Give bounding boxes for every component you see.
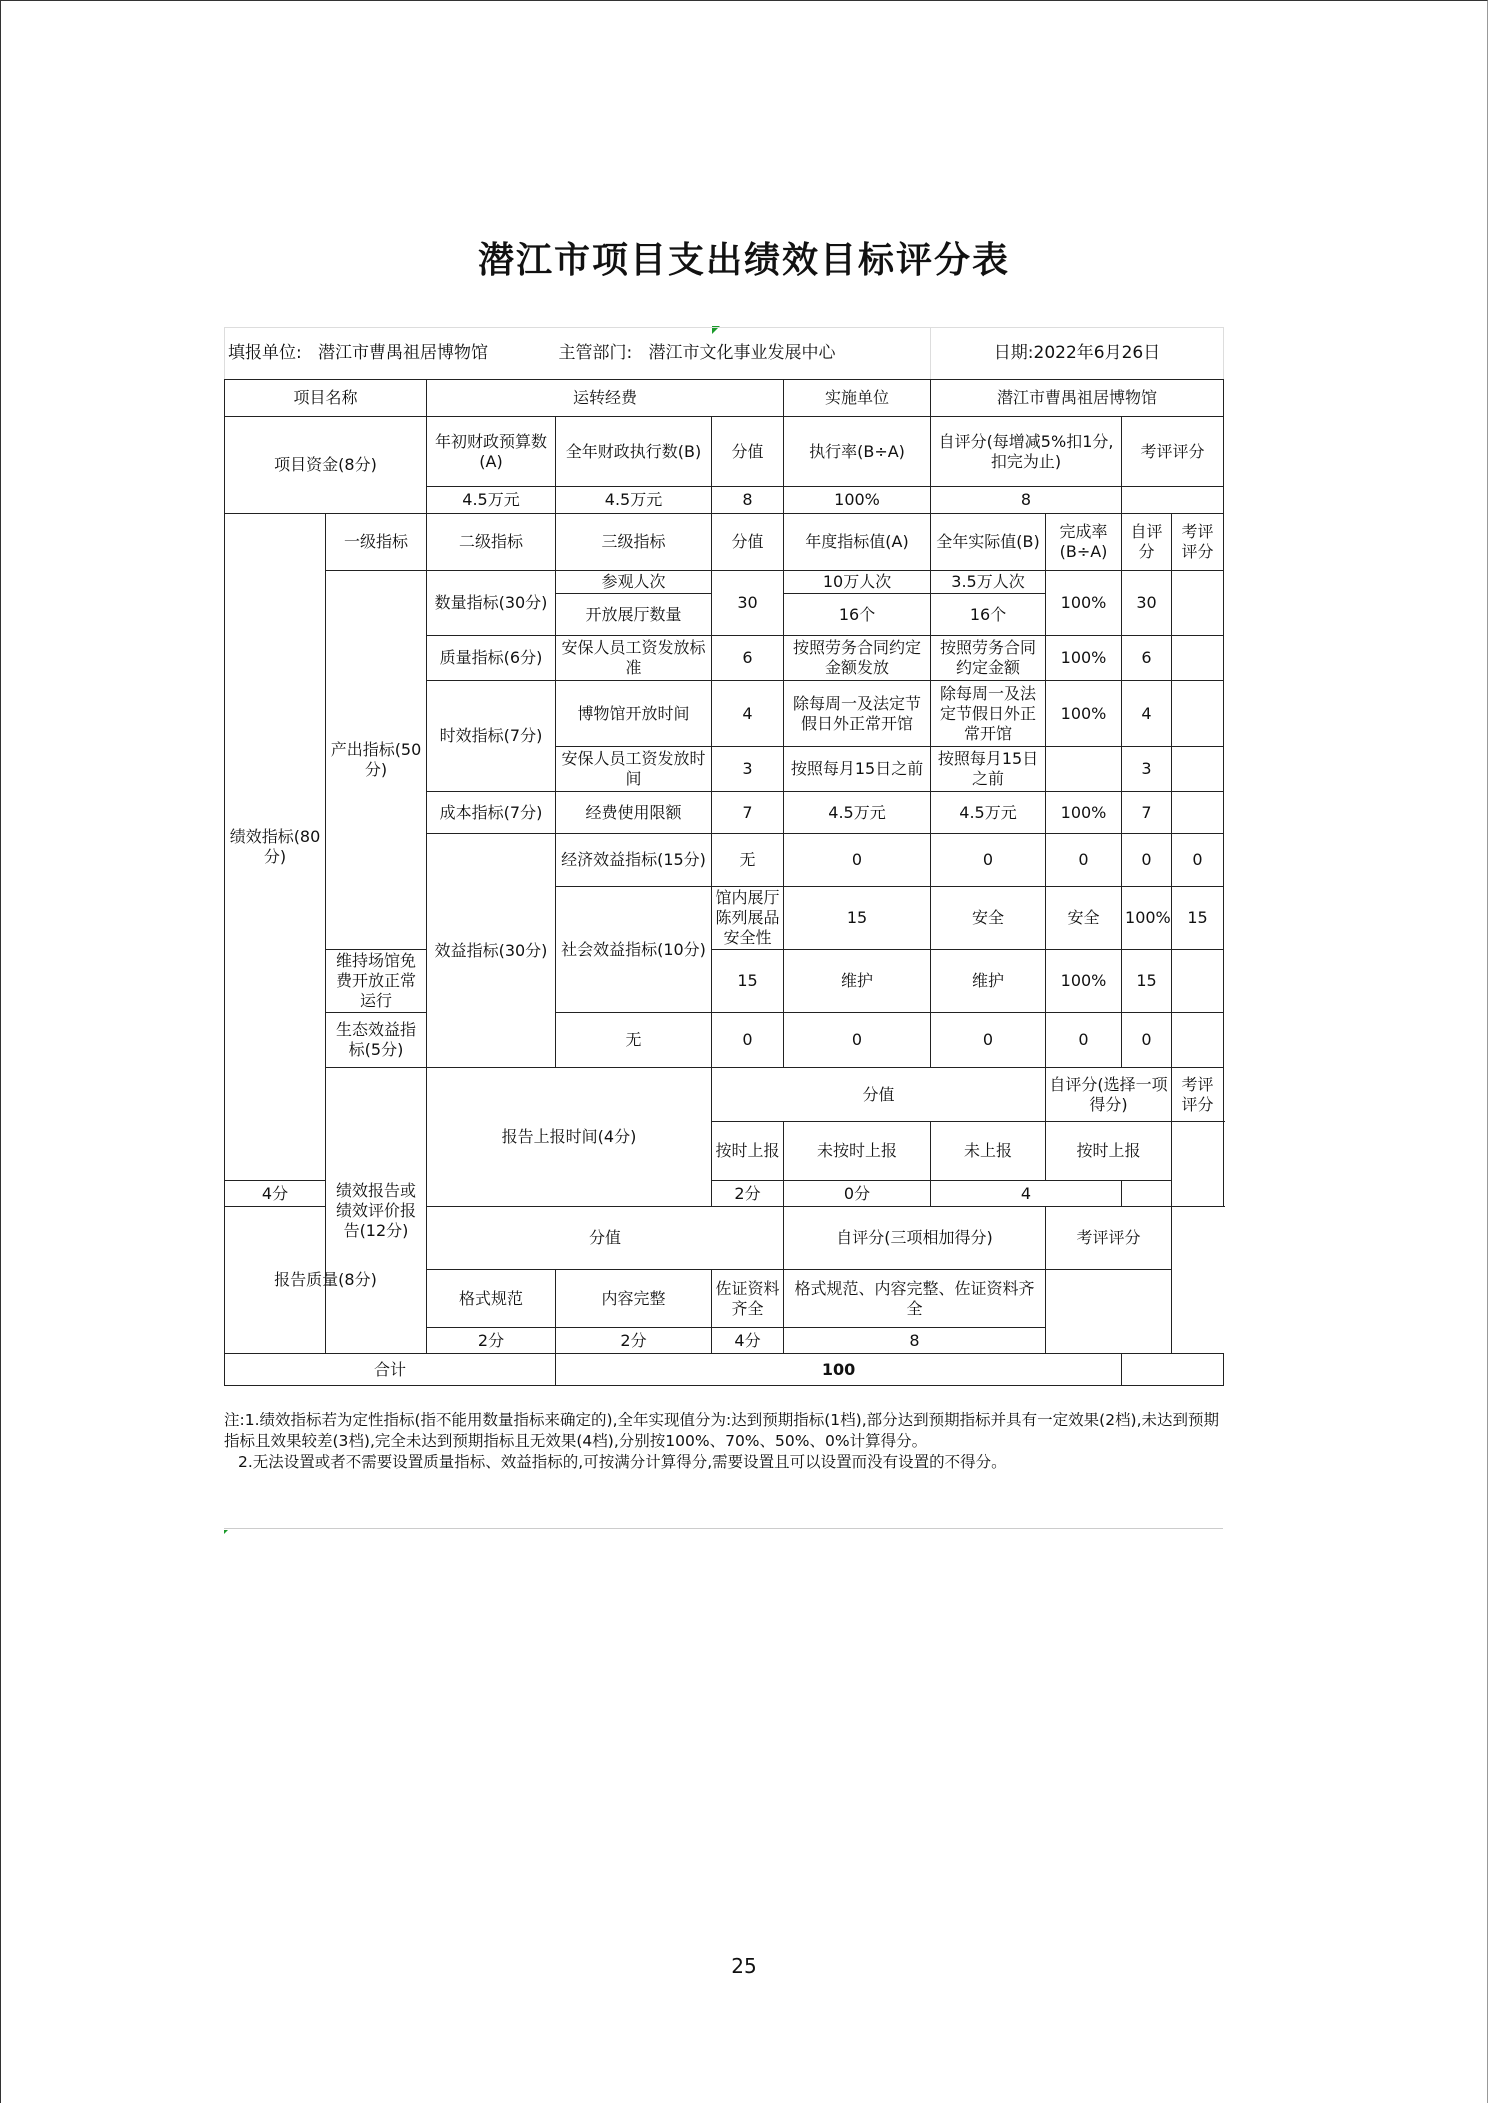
econ-actual: 0	[1046, 834, 1122, 887]
unit-value: 潜江市曹禺祖居博物馆	[317, 342, 488, 363]
eco-self: 0	[1122, 1013, 1172, 1068]
wage-time-target: 按照每月15日之前	[784, 747, 931, 792]
note-2: 2.无法设置或者不需要设置质量指标、效益指标的,可按满分计算得分,需要设置且可以设置而没有设置的不得分。	[238, 1453, 1007, 1471]
halls-item: 开放展厅数量	[556, 594, 712, 636]
perf-h-level1: 一级指标	[326, 514, 427, 571]
report-quality-self-val: 格式规范、内容完整、佐证资料齐全	[784, 1270, 1046, 1328]
table-row	[225, 571, 1224, 594]
cost-actual: 4.5万元	[931, 792, 1046, 834]
funds-col-score: 分值	[712, 417, 784, 487]
notes-divider	[224, 1528, 1223, 1529]
impl-unit-value: 潜江市曹禺祖居博物馆	[931, 380, 1224, 417]
wage-time-actual: 按照每月15日之前	[931, 747, 1046, 792]
exhibit-self: 15	[1172, 887, 1224, 950]
funds-val-a: 4.5万元	[427, 487, 556, 514]
cost-rate: 100%	[1046, 792, 1122, 834]
report-quality-self-h: 自评分(三项相加得分)	[784, 1207, 1046, 1270]
dept-label: 主管部门:	[558, 342, 633, 363]
exhibit-target: 安全	[931, 887, 1046, 950]
report-quality-label: 报告质量(8分)	[225, 1207, 427, 1354]
on-time-option: 按时上报	[712, 1122, 784, 1181]
wage-std-self: 6	[1122, 636, 1172, 681]
perf-h-self: 自评分	[1122, 514, 1172, 571]
funds-col-a: 年初财政预算数(A)	[427, 417, 556, 487]
output-label: 产出指标(50分)	[326, 571, 427, 950]
perf-header-row	[225, 514, 1224, 571]
page-number: 25	[731, 1954, 757, 1978]
eco-target: 0	[784, 1013, 931, 1068]
perf-h-rate: 完成率(B÷A)	[1046, 514, 1122, 571]
report-time-review	[1172, 1122, 1224, 1207]
open-time-self: 4	[1122, 681, 1172, 747]
exhibit-rate: 100%	[1122, 887, 1172, 950]
eco-actual: 0	[931, 1013, 1046, 1068]
funds-val-review	[1122, 487, 1224, 514]
cost-label: 成本指标(7分)	[427, 792, 556, 834]
unit-label: 填报单位:	[228, 342, 302, 363]
table-row	[225, 950, 1224, 1013]
open-time-actual: 除每周一及法定节假日外正常开馆	[931, 681, 1046, 747]
eco-review	[1172, 1013, 1224, 1068]
funds-col-self: 自评分(每增减5%扣1分,扣完为止)	[931, 417, 1122, 487]
econ-target: 0	[931, 834, 1046, 887]
benefit-label: 效益指标(30分)	[427, 834, 556, 1068]
cost-review	[1172, 792, 1224, 834]
evidence-pts: 4分	[712, 1328, 784, 1354]
halls-target: 16个	[784, 594, 931, 636]
maintain-score: 15	[712, 950, 784, 1013]
maintain-review	[1172, 950, 1224, 1013]
dept-value: 潜江市文化事业发展中心	[648, 342, 836, 363]
perf-h-actual: 全年实际值(B)	[931, 514, 1046, 571]
project-row	[225, 380, 1224, 417]
quality-label: 质量指标(6分)	[427, 636, 556, 681]
funds-col-review: 考评评分	[1122, 417, 1224, 487]
exhibit-score: 15	[784, 887, 931, 950]
report-quality-review	[1046, 1270, 1172, 1354]
perf-h-target: 年度指标值(A)	[784, 514, 931, 571]
not-reported-option: 未上报	[931, 1122, 1046, 1181]
on-time-pts: 4分	[225, 1181, 326, 1207]
report-label: 绩效报告或绩效评价报告(12分)	[326, 1068, 427, 1354]
project-name-label: 项目名称	[225, 380, 427, 417]
report-time-self-val: 按时上报	[1046, 1122, 1172, 1181]
cost-target: 4.5万元	[784, 792, 931, 834]
perf-h-review: 考评评分	[1172, 514, 1224, 571]
funds-label: 项目资金(8分)	[225, 417, 427, 514]
header-row	[225, 328, 1224, 380]
score-table-container	[224, 327, 1223, 1386]
late-pts: 2分	[712, 1181, 784, 1207]
wage-time-rate	[1046, 747, 1122, 792]
econ-label: 经济效益指标(15分)	[556, 834, 712, 887]
report-time-header-row	[225, 1068, 1224, 1122]
perf-h-level2: 二级指标	[427, 514, 556, 571]
content-option: 内容完整	[556, 1270, 712, 1328]
report-time-score-h: 分值	[712, 1068, 1046, 1122]
wage-time-self: 3	[1122, 747, 1172, 792]
visitors-target: 10万人次	[784, 571, 931, 594]
open-time-review	[1172, 681, 1224, 747]
wage-std-item: 安保人员工资发放标准	[556, 636, 712, 681]
econ-item: 无	[712, 834, 784, 887]
wage-std-review	[1172, 636, 1224, 681]
maintain-self: 15	[1122, 950, 1172, 1013]
cost-self: 7	[1122, 792, 1172, 834]
format-option: 格式规范	[427, 1270, 556, 1328]
evidence-option: 佐证资料齐全	[712, 1270, 784, 1328]
report-time-review-h: 考评评分	[1172, 1068, 1224, 1122]
open-time-target: 除每周一及法定节假日外正常开馆	[784, 681, 931, 747]
cell-marker	[224, 1530, 228, 1534]
halls-actual: 16个	[931, 594, 1046, 636]
wage-time-review	[1172, 747, 1224, 792]
perf-h-score: 分值	[712, 514, 784, 571]
econ-self: 0	[1172, 834, 1224, 887]
report-time-self-num: 4	[931, 1181, 1122, 1207]
eco-score: 0	[712, 1013, 784, 1068]
maintain-actual: 维护	[931, 950, 1046, 1013]
project-name-value: 运转经费	[427, 380, 784, 417]
open-time-rate: 100%	[1046, 681, 1122, 747]
maintain-item: 维持场馆免费开放正常运行	[326, 950, 427, 1013]
total-review	[1122, 1354, 1224, 1386]
quantity-label: 数量指标(30分)	[427, 571, 556, 636]
perf-label: 绩效指标(80分)	[225, 514, 326, 1181]
maintain-target: 维护	[784, 950, 931, 1013]
eco-rate: 0	[1046, 1013, 1122, 1068]
wage-time-score: 3	[712, 747, 784, 792]
wage-std-target: 按照劳务合同约定金额发放	[784, 636, 931, 681]
cost-score: 7	[712, 792, 784, 834]
quantity-rate: 100%	[1046, 571, 1122, 636]
funds-header-row	[225, 417, 1224, 487]
open-time-item: 博物馆开放时间	[556, 681, 712, 747]
not-reported-pts: 0分	[784, 1181, 931, 1207]
quantity-score: 30	[712, 571, 784, 636]
total-label: 合计	[225, 1354, 556, 1386]
funds-val-score: 8	[712, 487, 784, 514]
report-time-self-h: 自评分(选择一项得分)	[1046, 1068, 1172, 1122]
table-row	[225, 1013, 1224, 1068]
maintain-rate: 100%	[1046, 950, 1122, 1013]
quantity-self: 30	[1122, 571, 1172, 636]
total-value: 100	[556, 1354, 1122, 1386]
report-quality-score-h: 分值	[427, 1207, 784, 1270]
page-title: 潜江市项目支出绩效目标评分表	[477, 239, 1010, 281]
score-table	[224, 327, 1224, 1386]
visitors-actual: 3.5万人次	[931, 571, 1046, 594]
funds-val-b: 4.5万元	[556, 487, 712, 514]
wage-time-item: 安保人员工资发放时间	[556, 747, 712, 792]
report-quality-review-h: 考评评分	[1046, 1207, 1172, 1270]
exhibit-actual: 安全	[1046, 887, 1122, 950]
late-option: 未按时上报	[784, 1122, 931, 1181]
total-row	[225, 1354, 1224, 1386]
visitors-item: 参观人次	[556, 571, 712, 594]
exhibit-item: 馆内展厅陈列展品安全性	[712, 887, 784, 950]
note-1: 注:1.绩效指标若为定性指标(指不能用数量指标来确定的),全年实现值分为:达到预期指标(1档),部分达到预期指标并具有一定效果(2档),未达到预期指标且效果较差(3档),完全未达到预期指标且无效果(4档),分别按100%、70%、50%、0%计算得分。	[224, 1411, 1220, 1450]
quantity-review	[1172, 571, 1224, 636]
report-date: 日期:2022年6月26日	[931, 328, 1224, 380]
open-time-score: 4	[712, 681, 784, 747]
social-label: 社会效益指标(10分)	[556, 887, 712, 1013]
format-pts: 2分	[427, 1328, 556, 1354]
econ-rate: 0	[1122, 834, 1172, 887]
perf-h-level3: 三级指标	[556, 514, 712, 571]
report-quality-self-num: 8	[784, 1328, 1046, 1354]
content-pts: 2分	[556, 1328, 712, 1354]
eco-label: 生态效益指标(5分)	[326, 1013, 427, 1068]
reporting-unit	[225, 328, 556, 380]
econ-score: 0	[784, 834, 931, 887]
funds-col-rate: 执行率(B÷A)	[784, 417, 931, 487]
timeliness-label: 时效指标(7分)	[427, 681, 556, 792]
eco-item: 无	[556, 1013, 712, 1068]
funds-val-rate: 100%	[784, 487, 931, 514]
wage-std-score: 6	[712, 636, 784, 681]
funds-val-self: 8	[931, 487, 1122, 514]
supervising-dept	[556, 328, 931, 380]
impl-unit-label: 实施单位	[784, 380, 931, 417]
wage-std-actual: 按照劳务合同约定金额	[931, 636, 1046, 681]
report-time-label: 报告上报时间(4分)	[427, 1068, 712, 1207]
funds-col-b: 全年财政执行数(B)	[556, 417, 712, 487]
cost-item: 经费使用限额	[556, 792, 712, 834]
wage-std-rate: 100%	[1046, 636, 1122, 681]
table-notes	[224, 1410, 1223, 1473]
